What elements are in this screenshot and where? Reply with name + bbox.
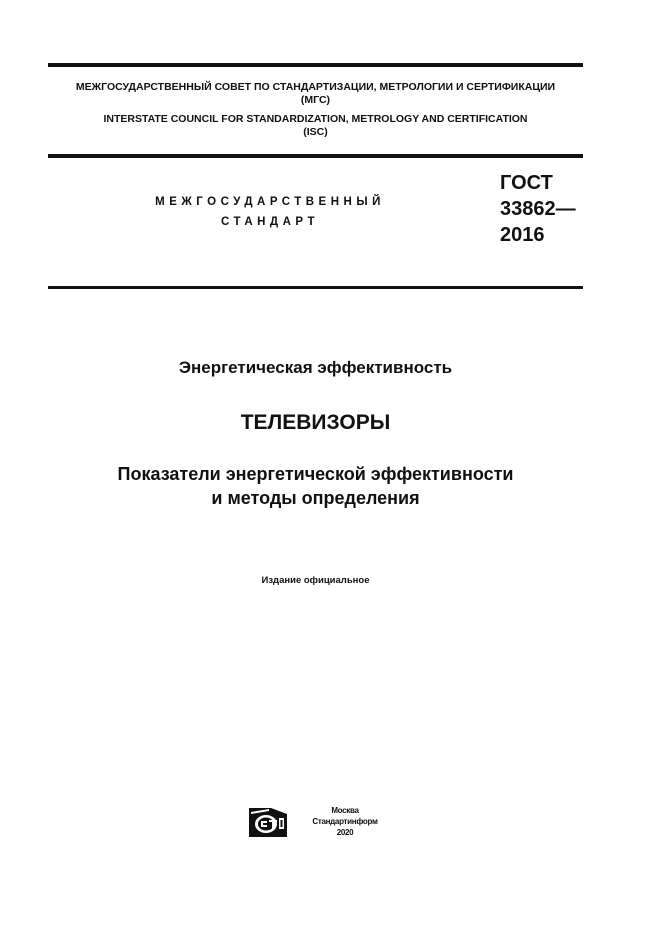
- council-name-ru: [48, 81, 583, 107]
- standard-kind: [130, 192, 410, 232]
- standard-kind-line2: СТАНДАРТ: [221, 216, 319, 228]
- council-name-en-line1: INTERSTATE COUNCIL FOR STANDARDIZATION, METROLOGY AND CERTIFICATION: [103, 113, 528, 125]
- gost-designation: [500, 170, 576, 248]
- standartinform-logo-icon: [249, 806, 289, 838]
- title-subtitle-line2: и методы определения: [211, 488, 420, 508]
- title-topic: Энергетическая эффективность: [178, 358, 453, 377]
- gost-year: 2016: [500, 224, 545, 246]
- gost-number: 33862—: [500, 198, 576, 220]
- top-rule: [48, 63, 583, 67]
- title-subtitle-line1: Показатели энергетической эффективности: [117, 464, 514, 484]
- publisher-imprint: [300, 805, 390, 838]
- middle-rule: [48, 154, 583, 158]
- edition-note: Издание официальное: [261, 575, 370, 586]
- publisher-year: 2020: [336, 828, 354, 837]
- bottom-rule: [48, 286, 583, 289]
- publisher-city: Москва: [331, 806, 359, 815]
- title-main: ТЕЛЕВИЗОРЫ: [240, 411, 391, 434]
- council-abbr-ru: (МГС): [300, 94, 331, 106]
- council-name-en: [48, 113, 583, 139]
- council-abbr-en: (ISC): [303, 126, 328, 138]
- title-subtitle: [48, 462, 583, 510]
- gost-label: ГОСТ: [500, 172, 553, 194]
- standard-kind-line1: МЕЖГОСУДАРСТВЕННЫЙ: [155, 196, 385, 208]
- publisher-name: Стандартинформ: [312, 817, 378, 826]
- council-name-ru-line1: МЕЖГОСУДАРСТВЕННЫЙ СОВЕТ ПО СТАНДАРТИЗАЦИИ, МЕТРОЛОГИИ И СЕРТИФИКАЦИИ: [75, 81, 556, 93]
